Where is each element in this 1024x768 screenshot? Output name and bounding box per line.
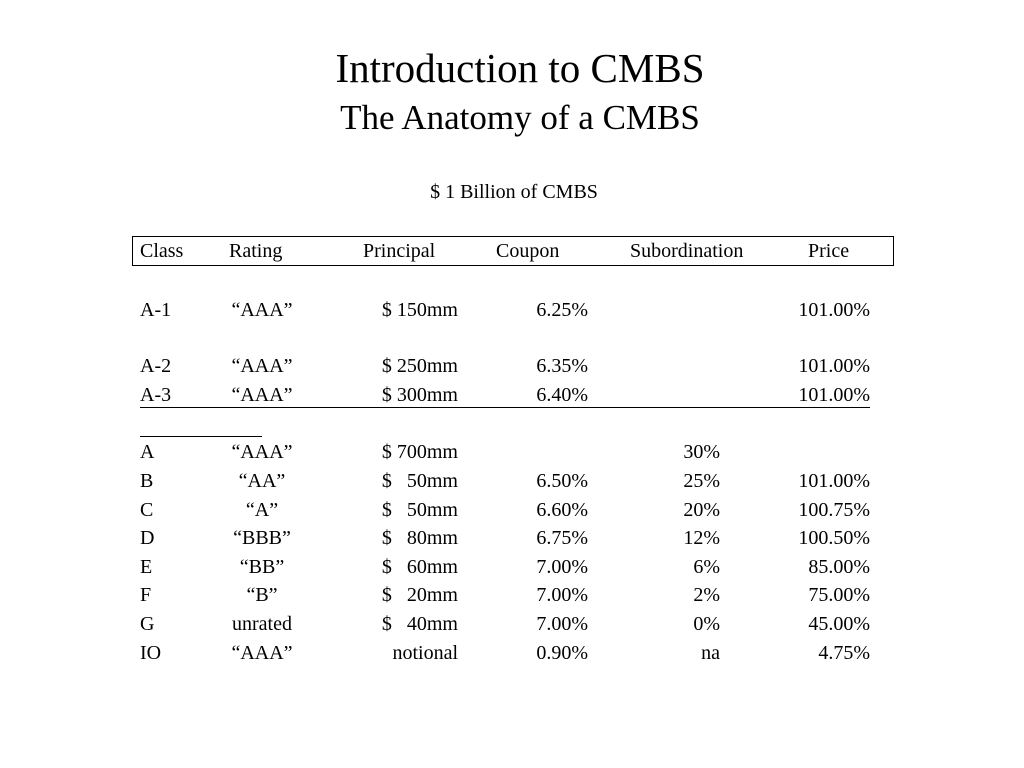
cell-principal: $ 300mm [381,384,458,406]
header-principal: Principal [363,240,436,262]
cell-subordination: na [701,642,720,664]
cell-rating: “AAA” [231,642,293,664]
cell-coupon: 6.35% [536,355,588,377]
cell-class: B [140,470,154,492]
cell-principal: $ 50mm [381,499,458,521]
cell-principal: $ 50mm [381,470,458,492]
cell-class: G [140,613,155,635]
cell-principal: $ 40mm [381,613,458,635]
cell-class: D [140,527,155,549]
header-class: Class [140,240,184,262]
cell-price: 100.75% [798,499,870,521]
cell-principal: $ 60mm [381,556,458,578]
cell-coupon: 0.90% [536,642,588,664]
cell-class: A-1 [140,299,172,321]
cell-class: C [140,499,154,521]
table-caption: $ 1 Billion of CMBS [430,181,598,203]
cell-subordination: 25% [683,470,720,492]
cell-subordination: 30% [683,441,720,463]
cell-price: 75.00% [808,584,870,606]
cell-principal: $ 250mm [381,355,458,377]
cell-principal: $ 80mm [381,527,458,549]
slide-title: Introduction to CMBS [335,45,705,91]
cell-class: E [140,556,153,578]
cell-subordination: 20% [683,499,720,521]
cell-price: 101.00% [798,299,870,321]
cell-principal: $ 20mm [381,584,458,606]
cell-class: F [140,584,152,606]
slide-subtitle: The Anatomy of a CMBS [340,98,700,137]
cell-rating: “AAA” [231,441,293,463]
cell-subordination: 0% [693,613,720,635]
cell-rating: “AAA” [231,384,293,406]
cell-coupon: 6.50% [536,470,588,492]
cell-rating: “A” [245,499,279,521]
cell-class: IO [140,642,162,664]
header-price: Price [808,240,850,262]
header-subordination: Subordination [630,240,744,262]
cell-rating: “AAA” [231,299,293,321]
cell-rating: “BB” [239,556,285,578]
cell-coupon: 6.25% [536,299,588,321]
cell-subordination: 12% [683,527,720,549]
header-coupon: Coupon [496,240,560,262]
cell-rating: “BBB” [233,527,291,549]
cell-price: 4.75% [818,642,870,664]
cell-rating: unrated [232,613,292,635]
cell-coupon: 7.00% [536,556,588,578]
cell-rating: “B” [246,584,278,606]
cell-principal: $ 700mm [381,441,458,463]
cell-price: 101.00% [798,470,870,492]
cell-subordination: 6% [693,556,720,578]
cell-price: 101.00% [798,355,870,377]
cell-class: A [140,441,155,463]
header-rating: Rating [229,240,283,262]
cell-coupon: 6.75% [536,527,588,549]
cell-class: A-3 [140,384,172,406]
short-underline-rule [140,436,262,437]
cell-rating: “AAA” [231,355,293,377]
cell-coupon: 7.00% [536,584,588,606]
cell-coupon: 6.40% [536,384,588,406]
cell-price: 100.50% [798,527,870,549]
cell-principal: $ 150mm [381,299,458,321]
cell-price: 85.00% [808,556,870,578]
cell-principal: notional [392,642,458,664]
cell-rating: “AA” [238,470,286,492]
cell-price: 101.00% [798,384,870,406]
cell-coupon: 7.00% [536,613,588,635]
underline-rule [140,407,870,408]
cell-price: 45.00% [808,613,870,635]
cell-coupon: 6.60% [536,499,588,521]
cell-class: A-2 [140,355,172,377]
cell-subordination: 2% [693,584,720,606]
